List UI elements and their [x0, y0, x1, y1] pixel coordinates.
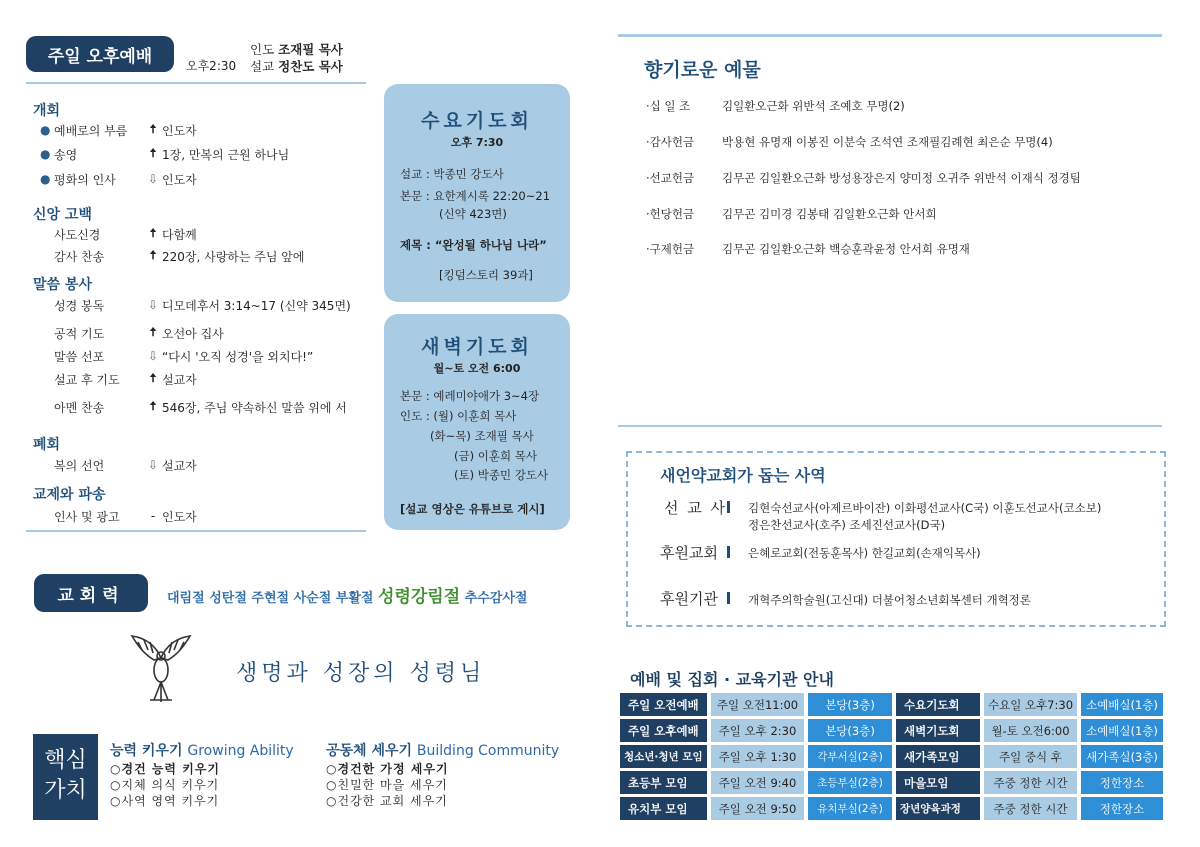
- order-label: 복의 선언: [54, 458, 105, 473]
- order-value: 인도자: [162, 509, 197, 524]
- schedule-cell: 주일 오전 9:40: [711, 771, 804, 794]
- sit-down-icon: ⇩: [147, 458, 159, 472]
- service-title: 주일 오후예배: [26, 36, 174, 72]
- wednesday-text-page: (신약 423면): [439, 207, 507, 221]
- offering-label: ·구제헌금: [646, 242, 695, 256]
- order-value: 546장, 주님 약속하신 말씀 위에 서: [162, 400, 347, 415]
- label-bar: [727, 546, 730, 558]
- wednesday-title: 수요기도회: [421, 110, 533, 132]
- service-preacher: [250, 57, 343, 75]
- schedule-cell: 소예배실(1층): [1081, 719, 1163, 742]
- dawn-time: 월~토 오전 6:00: [433, 362, 521, 375]
- preacher-role: 설교: [250, 59, 275, 74]
- schedule-cell: 주일 오전11:00: [711, 693, 804, 716]
- org-list: 개혁주의학술원(고신대) 더불어청소년회복센터 개혁정론: [748, 593, 1031, 607]
- dash-mark: -: [150, 509, 156, 523]
- schedule-cell: 본당(3층): [808, 719, 892, 742]
- core-values-title-2: 가치: [44, 778, 87, 803]
- core-values-title-1: 핵심: [44, 748, 87, 773]
- schedule-cell: 장년양육과정: [896, 797, 980, 820]
- stand-up-icon: 🠅: [149, 370, 157, 385]
- leader-role: 인도: [250, 42, 275, 57]
- label-bar: [727, 592, 730, 604]
- schedule-cell: 수요기도회: [896, 693, 980, 716]
- dashed-border: [1164, 451, 1166, 627]
- stand-up-icon: 🠅: [149, 324, 157, 339]
- schedule-cell: 새벽기도회: [896, 719, 980, 742]
- order-label: 감사 찬송: [54, 249, 105, 264]
- order-row: [54, 347, 313, 365]
- schedule-cell: 월-토 오전6:00: [984, 719, 1077, 742]
- dawn-prayer-box: [384, 314, 570, 530]
- stand-up-icon: 🠅: [149, 247, 157, 262]
- offering-label: ·십 일 조: [646, 99, 691, 113]
- community-item: ○건강한 교회 세우기: [326, 794, 448, 808]
- offering-title: 향기로운 예물: [644, 59, 761, 81]
- order-label: 아멘 찬송: [54, 400, 105, 415]
- bullet-icon: ●: [40, 172, 51, 186]
- dawn-lead-fri: (금) 이훈희 목사: [454, 449, 537, 463]
- order-row: [54, 247, 305, 265]
- order-value: 1장, 만복의 근원 하나님: [162, 147, 290, 162]
- order-row: [40, 121, 197, 139]
- stand-up-icon: 🠅: [149, 225, 157, 240]
- stand-up-icon: 🠅: [149, 145, 157, 160]
- order-row: [54, 507, 197, 525]
- offering-names: 김일환오근화 위반석 조예호 무명(2): [722, 99, 905, 113]
- core-values-box: [33, 734, 98, 820]
- offering-names: 박용현 유명재 이봉진 이분숙 조석연 조재필김례현 최은순 무명(4): [722, 135, 1053, 149]
- offering-names: 김무곤 김미경 김봉태 김일환오근화 안서희: [722, 207, 937, 221]
- label-bar: [727, 501, 730, 513]
- dawn-lead-sat: (토) 박종민 강도사: [454, 468, 549, 482]
- section-fellowship: 교제와 파송: [33, 487, 106, 503]
- schedule-cell: 주일 오전 9:50: [711, 797, 804, 820]
- offering-names: 김무곤 김일환오근화 방성용장은지 양미정 오귀주 위반석 이재식 정경팀: [722, 171, 1081, 185]
- offering-row: [646, 241, 970, 257]
- missionary-label: 선 교 사: [664, 499, 728, 517]
- section-opening: 개회: [33, 103, 61, 119]
- ability-item: ○경건 능력 키우기: [110, 762, 220, 776]
- order-value: 디모데후서 3:14~17 (신약 345면): [162, 298, 351, 313]
- schedule-title: 예배 및 집회 · 교육기관 안내: [630, 670, 834, 689]
- wednesday-text: 본문 : 요한계시록 22:20~21: [400, 189, 551, 203]
- ability-item: ○사역 영역 키우기: [110, 794, 220, 808]
- wednesday-prayer-box: [384, 84, 570, 302]
- schedule-cell: 주일 오후예배: [620, 719, 707, 742]
- order-row: [54, 370, 197, 388]
- order-label: 성경 봉독: [54, 298, 105, 313]
- order-value: 220장, 사랑하는 주님 앞에: [162, 249, 305, 264]
- sit-down-icon: ⇩: [147, 298, 159, 312]
- schedule-cell: 새가족모임: [896, 745, 980, 768]
- order-label: 평화의 인사: [54, 172, 116, 187]
- community-en: Building Community: [416, 743, 560, 759]
- schedule-cell: 소예배실(1층): [1081, 693, 1163, 716]
- current-season: 성령강림절: [378, 587, 461, 607]
- wednesday-time: 오후 7:30: [450, 136, 504, 149]
- offering-label: ·헌당헌금: [646, 207, 695, 221]
- wednesday-preacher: 설교 : 박종민 강도사: [400, 167, 504, 181]
- schedule-cell: 주일 오후 2:30: [711, 719, 804, 742]
- org-label: 후원기관: [660, 590, 718, 608]
- schedule-cell: 주일 오전예배: [620, 693, 707, 716]
- wednesday-topic: 제목 : “완성될 하나님 나라”: [400, 238, 547, 252]
- order-value: 인도자: [162, 172, 197, 187]
- offering-label: ·감사헌금: [646, 135, 695, 149]
- church-label: 후원교회: [660, 544, 718, 562]
- ability-en: Growing Ability: [187, 743, 294, 759]
- sit-down-icon: ⇩: [147, 349, 159, 363]
- schedule-cell: 유치부실(2층): [808, 797, 892, 820]
- stand-up-icon: 🠅: [149, 398, 157, 413]
- offering-row: [646, 206, 937, 222]
- order-value: 인도자: [162, 123, 197, 138]
- order-label: 설교 후 기도: [54, 372, 120, 387]
- schedule-cell: 유치부 모임: [620, 797, 707, 820]
- missionary-list: 김현숙선교사(아제르바이잔) 이화평선교사(C국) 이훈도선교사(코소보): [748, 501, 1102, 515]
- schedule-cell: 주일 중식 후: [984, 745, 1077, 768]
- schedule-cell: 주중 정한 시간: [984, 797, 1077, 820]
- offering-row: [646, 98, 905, 114]
- offering-names: 김무곤 김일환오근화 백승훈곽윤정 안서희 유명재: [722, 242, 970, 256]
- service-time: 오후2:30: [186, 59, 237, 73]
- order-label: 공적 기도: [54, 326, 105, 341]
- order-label: 예배로의 부름: [54, 123, 128, 138]
- schedule-cell: 각부서실(2층): [808, 745, 892, 768]
- leader-name: 조재필 목사: [278, 42, 343, 57]
- service-leader: [250, 40, 343, 58]
- order-value: 오선아 집사: [162, 326, 224, 341]
- missionary-list: 정은찬선교사(호주) 조세진선교사(D국): [748, 518, 946, 532]
- dawn-video-note: [설교 영상은 유튜브로 게시]: [400, 502, 545, 516]
- schedule-cell: 본당(3층): [808, 693, 892, 716]
- schedule-cell: 새가족실(3층): [1081, 745, 1163, 768]
- season-list: 대림절 성탄절 주현절 사순절 부활절: [167, 591, 374, 606]
- season-theme: 생명과 성장의 성령님: [236, 661, 486, 686]
- order-row: [54, 324, 224, 342]
- schedule-cell: 초등부실(2층): [808, 771, 892, 794]
- stand-up-icon: 🠅: [149, 121, 157, 136]
- schedule-cell: 청소년·청년 모임: [620, 745, 707, 768]
- wednesday-series: [킹덤스토리 39과]: [439, 268, 533, 282]
- section-word: 말씀 봉사: [33, 277, 92, 293]
- ministry-title: 새언약교회가 돕는 사역: [660, 466, 826, 485]
- calendar-title: 교회력: [34, 574, 148, 612]
- offering-row: [646, 134, 1053, 150]
- schedule-cell: 주중 정한 시간: [984, 771, 1077, 794]
- community-heading: [326, 740, 559, 760]
- dawn-lead-mon: 인도 : (월) 이훈희 목사: [400, 409, 517, 423]
- divider: [26, 82, 366, 84]
- order-row: [54, 398, 347, 416]
- order-label: 송영: [54, 147, 78, 162]
- sit-down-icon: ⇩: [147, 172, 159, 186]
- order-row: [54, 296, 351, 314]
- dawn-text: 본문 : 예레미야애가 3~4장: [400, 389, 540, 403]
- schedule-cell: 마을모임: [896, 771, 980, 794]
- schedule-cell: 초등부 모임: [620, 771, 707, 794]
- section-closing: 폐회: [33, 437, 61, 453]
- order-row: [40, 170, 197, 188]
- community-item: ○친밀한 마을 세우기: [326, 778, 448, 792]
- order-value: 설교자: [162, 458, 197, 473]
- divider: [618, 34, 1162, 37]
- order-row: [40, 145, 289, 163]
- ability-heading: [110, 740, 294, 760]
- dashed-border: [626, 451, 628, 627]
- dawn-title: 새벽기도회: [421, 336, 533, 358]
- dove-icon: [126, 628, 196, 708]
- schedule-cell: 정한장소: [1081, 797, 1163, 820]
- schedule-cell: 주일 오후 1:30: [711, 745, 804, 768]
- order-row: [54, 456, 197, 474]
- order-label: 말씀 선포: [54, 349, 105, 364]
- divider: [26, 530, 366, 532]
- season-thanksgiving: 추수감사절: [464, 591, 528, 606]
- order-label: 인사 및 광고: [54, 509, 120, 524]
- divider: [618, 425, 1162, 427]
- ability-ko: 능력 키우기: [110, 743, 183, 759]
- schedule-cell: 수요일 오후7:30: [984, 693, 1077, 716]
- offering-label: ·선교헌금: [646, 171, 695, 185]
- bullet-icon: ●: [40, 123, 51, 137]
- church-list: 은혜로교회(전동훈목사) 한길교회(손재익목사): [748, 546, 981, 560]
- section-faith: 신앙 고백: [33, 207, 92, 223]
- order-value: 다함께: [162, 227, 197, 242]
- ability-item: ○지체 의식 키우기: [110, 778, 220, 792]
- community-item: ○경건한 가정 세우기: [326, 762, 449, 776]
- order-label: 사도신경: [54, 227, 101, 242]
- bullet-icon: ●: [40, 147, 51, 161]
- schedule-cell: 정한장소: [1081, 771, 1163, 794]
- community-ko: 공동체 세우기: [326, 743, 413, 759]
- dawn-lead-tue-thu: (화~목) 조재필 목사: [430, 429, 534, 443]
- church-seasons: [167, 582, 527, 607]
- order-row: [54, 225, 197, 243]
- preacher-name: 정찬도 목사: [278, 59, 343, 74]
- offering-row: [646, 170, 1081, 186]
- order-value: 설교자: [162, 372, 197, 387]
- order-value: “다시 '오직 성경'을 외치다!”: [162, 349, 314, 364]
